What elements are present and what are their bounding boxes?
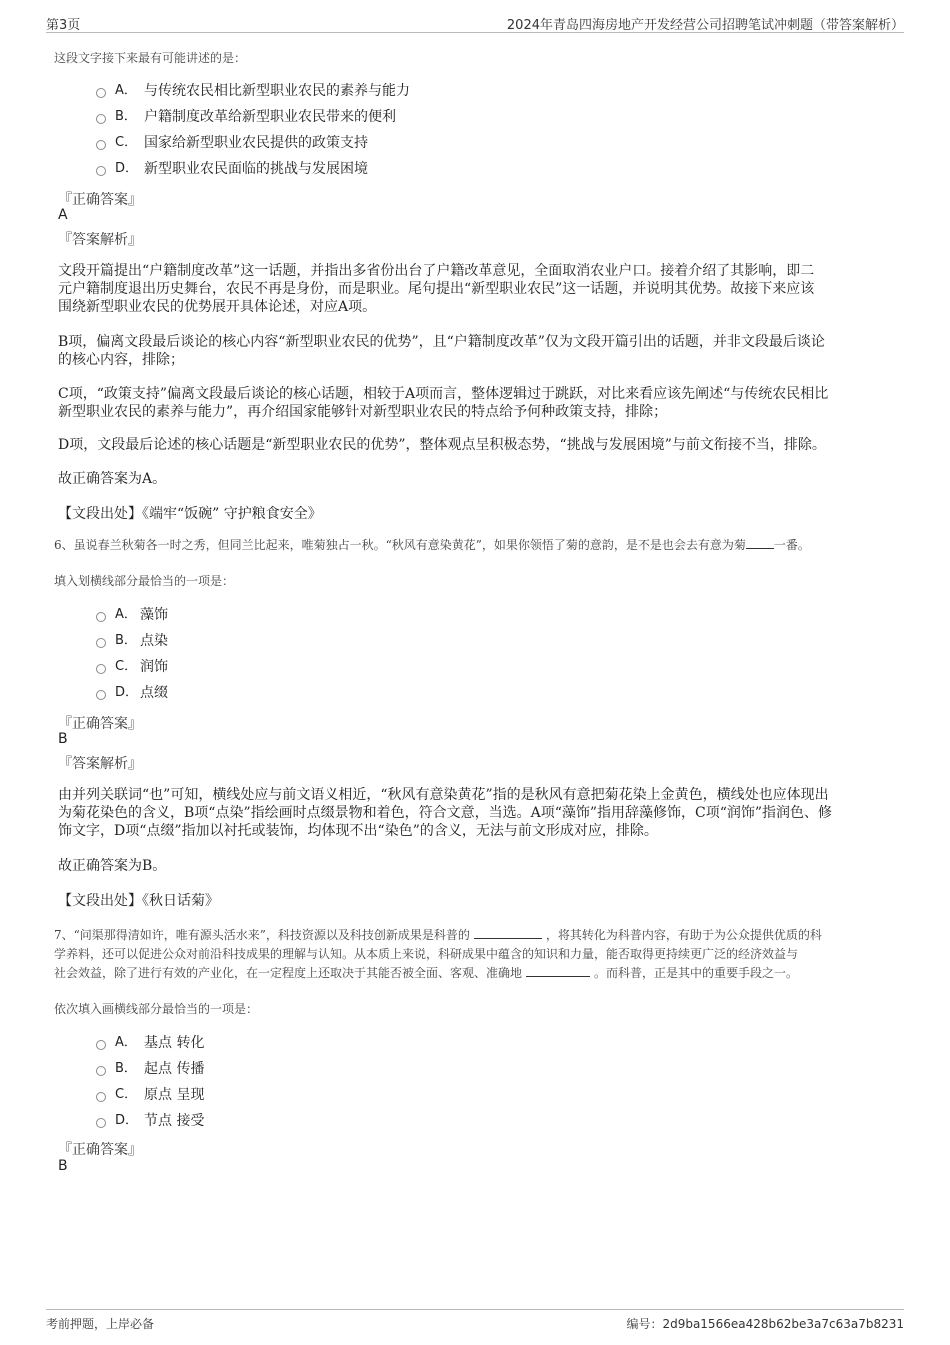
analysis-paragraph: C项，“政策支持”偏离文段最后谈论的核心话题，相较于A项而言，整体逻辑过于跳跃，对比来看应该先阐述“与传统农民相比 新型职业农民的素养与能力”，再介绍国家能够针对新型职业农民的特点给予何种政策支持，排除； — [58, 386, 829, 420]
question-stem: 6、虽说春兰秋菊各一时之秀，但同兰比起来，唯菊独占一秋。“秋风有意染黄花”，如果你领悟了菊的意韵，是不是也会去有意为菊 一番。 — [54, 538, 810, 552]
option-letter: B． — [115, 633, 137, 648]
option-letter: A． — [115, 83, 137, 98]
radio-button[interactable] — [96, 1066, 106, 1076]
correct-answer: A — [58, 207, 68, 223]
radio-button[interactable] — [96, 638, 106, 648]
analysis-label: 『答案解析』 — [58, 756, 142, 772]
radio-button[interactable] — [96, 612, 106, 622]
fill-blank — [526, 964, 590, 977]
question-prompt: 这段文字接下来最有可能讲述的是： — [54, 51, 247, 65]
page-header — [46, 12, 904, 33]
correct-answer: B — [58, 1158, 68, 1174]
radio-button[interactable] — [96, 114, 106, 124]
document-title: 2024年青岛四海房地产开发经营公司招聘笔试冲刺题（带答案解析） — [506, 18, 904, 33]
option-letter: B． — [115, 1061, 137, 1076]
analysis-label: 『答案解析』 — [58, 232, 142, 248]
radio-button[interactable] — [96, 140, 106, 150]
analysis-paragraph: B项，偏离文段最后谈论的核心内容“新型职业农民的优势”，且“户籍制度改革”仅为文段开篇引出的话题，并非文段最后谈论 的核心内容，排除； — [58, 334, 825, 368]
radio-button[interactable] — [96, 1118, 106, 1128]
correct-answer: B — [58, 731, 68, 747]
radio-button[interactable] — [96, 1040, 106, 1050]
radio-button[interactable] — [96, 664, 106, 674]
answer-label: 『正确答案』 — [58, 1142, 142, 1158]
option-letter: D． — [115, 161, 139, 176]
option-letter: A． — [115, 607, 137, 622]
option-letter: D． — [115, 685, 139, 700]
footer-slogan: 考前押题，上岸必备 — [46, 1317, 155, 1331]
radio-button[interactable] — [96, 690, 106, 700]
passage-source: 【文段出处】《秋日话菊》 — [58, 893, 219, 909]
option-text: 户籍制度改革给新型职业农民带来的便利 — [144, 109, 396, 125]
option-letter: C． — [115, 135, 138, 150]
option-text: 原点 呈现 — [144, 1087, 205, 1103]
option-text: 润饰 — [140, 659, 168, 675]
option-text: 点缀 — [140, 685, 168, 701]
option-text: 基点 转化 — [144, 1035, 205, 1051]
question-stem: 7、“问渠那得清如许，唯有源头活水来”，科技资源以及科技创新成果是科普的 ，将其转化为科普内容，有助于为公众提供优质的科 学养料，还可以促进公众对前沿科技成果的理解与认知。从本质上来说，科研成果中蕴含的知识和力量，能否取得更持续更广泛的经济效益与 社会效益，除了进行有效的产业化，在一定程度上还取决于其能否被全面、客观、准确地 。而科普，正是其中的重要手段之一。 — [54, 928, 822, 980]
option-text: 点染 — [140, 633, 168, 649]
page-number: 第3页 — [46, 18, 81, 33]
analysis-paragraph: 由并列关联词“也”可知，横线处应与前文语义相近，“秋风有意染黄花”指的是秋风有意把菊花染上金黄色，横线处也应体现出 为菊花染色的含义，B项“点染”指绘画时点缀景物和着色，符合文意，当选。A项“藻饰”指用辞藻修饰，C项“润饰”指润色、修 饰文字，D项“点缀”指加以衬托或装饰，均体现不出“染色”的含义，无法与前文形成对应，排除。 — [58, 787, 833, 839]
page-footer — [46, 1309, 904, 1332]
option-letter: D． — [115, 1113, 139, 1128]
option-text: 起点 传播 — [144, 1061, 205, 1077]
question-prompt: 依次填入画横线部分最恰当的一项是： — [54, 1002, 259, 1016]
document-code: 编号：2d9ba1566ea428b62be3a7c63a7b8231 — [626, 1317, 904, 1331]
option-text: 藻饰 — [140, 607, 168, 623]
option-text: 与传统农民相比新型职业农民的素养与能力 — [144, 83, 410, 99]
option-text: 国家给新型职业农民提供的政策支持 — [144, 135, 368, 151]
analysis-paragraph: 文段开篇提出“户籍制度改革”这一话题，并指出多省份出台了户籍改革意见，全面取消农业户口。接着介绍了其影响，即二 元户籍制度退出历史舞台，农民不再是身份，而是职业。尾句提出“新型职业农民”这一话题，并说明其优势。故接下来应该 围绕新型职业农民的优势展开具体论述，对应A项。 — [58, 263, 815, 315]
radio-button[interactable] — [96, 1092, 106, 1102]
question-prompt: 填入划横线部分最恰当的一项是： — [54, 574, 235, 588]
option-letter: A． — [115, 1035, 137, 1050]
option-letter: C． — [115, 1087, 138, 1102]
option-letter: B． — [115, 109, 137, 124]
passage-source: 【文段出处】《端牢“饭碗” 守护粮食安全》 — [58, 506, 322, 522]
radio-button[interactable] — [96, 88, 106, 98]
option-text: 新型职业农民面临的挑战与发展困境 — [144, 161, 368, 177]
analysis-paragraph: D项，文段最后论述的核心话题是“新型职业农民的优势”，整体观点呈积极态势，“挑战与发展困境”与前文衔接不当，排除。 — [58, 437, 826, 453]
option-text: 节点 接受 — [144, 1113, 205, 1129]
radio-button[interactable] — [96, 166, 106, 176]
analysis-conclusion: 故正确答案为A。 — [58, 471, 167, 487]
option-letter: C． — [115, 659, 138, 674]
fill-blank — [746, 536, 774, 549]
answer-label: 『正确答案』 — [58, 716, 142, 732]
analysis-conclusion: 故正确答案为B。 — [58, 858, 167, 874]
answer-label: 『正确答案』 — [58, 192, 142, 208]
fill-blank — [474, 926, 542, 939]
